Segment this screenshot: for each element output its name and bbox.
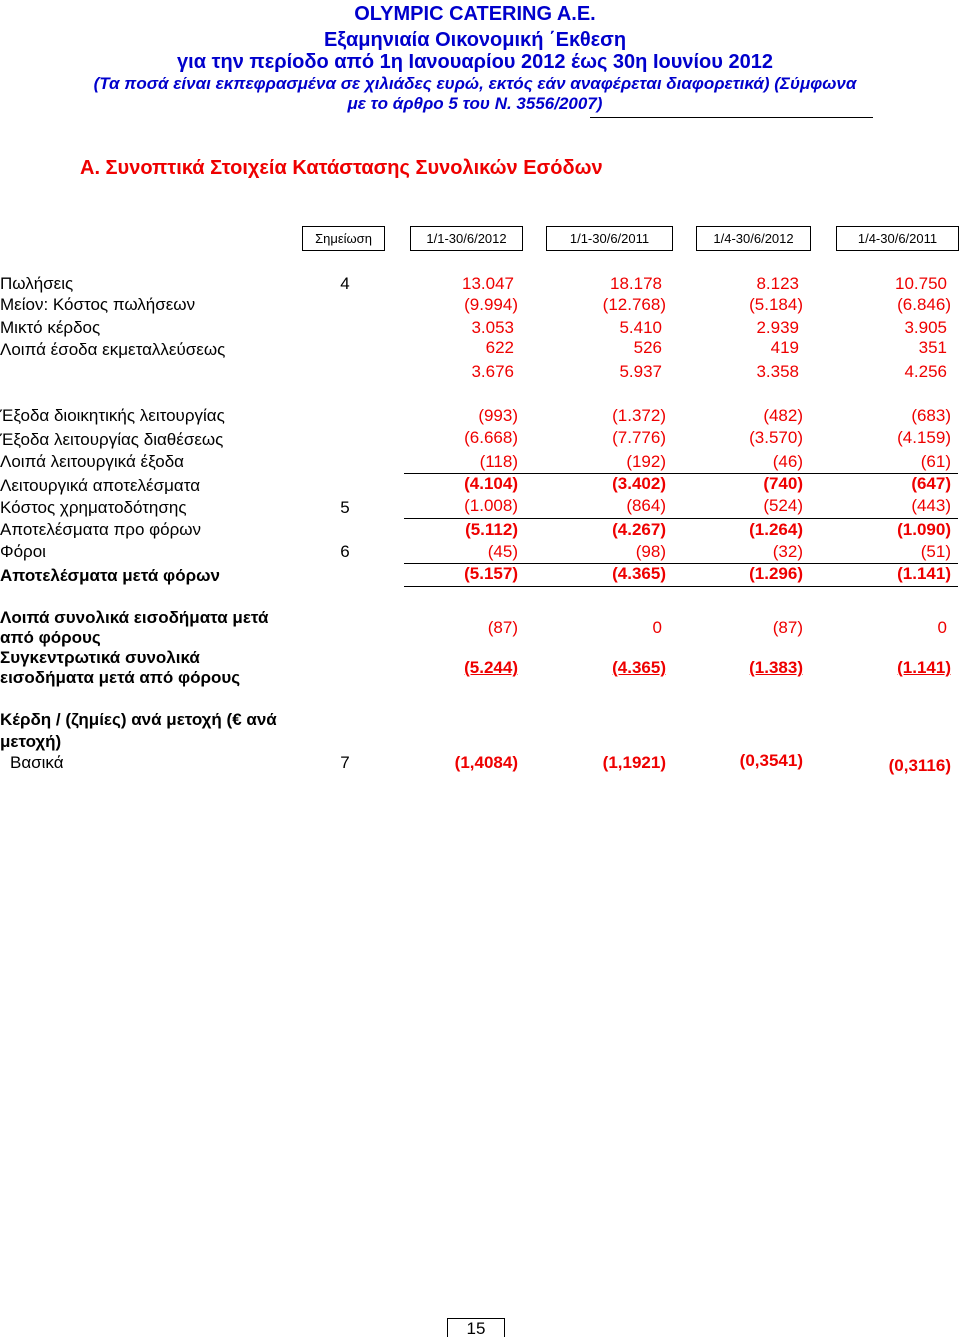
row-value: 3.053 — [471, 318, 514, 337]
row-value: (683) — [911, 406, 951, 425]
row-value: (4.104) — [464, 474, 518, 493]
row-value: 351 — [918, 338, 947, 357]
row-value: (45) — [487, 542, 518, 561]
row-value: (118) — [479, 452, 518, 471]
company-name: OLYMPIC CATERING A.E. — [354, 3, 596, 25]
column-header-period: 1/1-30/6/2012 — [410, 226, 523, 251]
amounts-note-line1: (Τα ποσά είναι εκπεφρασμένα σε χιλιάδες ευρώ, εκτός εάν αναφέρεται διαφορετικά) (Σύμφωνα — [93, 74, 857, 93]
row-value: (192) — [626, 452, 666, 471]
row-divider — [404, 586, 958, 587]
row-label: Κόστος χρηματοδότησης — [0, 498, 187, 517]
section-title: Α. Συνοπτικά Στοιχεία Κατάστασης Συνολικών Εσόδων — [80, 157, 603, 179]
row-value: (740) — [763, 474, 803, 493]
table-row — [0, 452, 960, 472]
row-label: Φόροι — [0, 542, 46, 561]
row-label-continuation: από φόρους — [0, 628, 101, 647]
row-value: (1.296) — [749, 564, 803, 583]
row-value: (51) — [920, 542, 951, 561]
row-value: (4.159) — [897, 428, 951, 447]
column-header-period: 1/1-30/6/2011 — [546, 226, 673, 251]
row-value: (1,4084) — [454, 753, 518, 772]
column-header-period: 1/4-30/6/2012 — [696, 226, 811, 251]
table-row — [0, 566, 960, 586]
row-value: (1.141) — [897, 658, 951, 677]
row-value: (9.994) — [464, 295, 518, 314]
row-value: (1.264) — [749, 520, 803, 539]
row-label: Έξοδα διοικητικής λειτουργίας — [0, 406, 225, 425]
row-value: (4.365) — [612, 564, 666, 583]
table-row — [0, 430, 960, 450]
row-value: (0,3541) — [739, 751, 803, 770]
row-value: (6.846) — [897, 295, 951, 314]
table-row — [0, 608, 960, 647]
row-value: (5.112) — [465, 520, 518, 539]
row-value: (7.776) — [612, 428, 666, 447]
table-row — [0, 295, 960, 315]
row-value: (864) — [626, 496, 666, 515]
row-value: (87) — [772, 618, 803, 637]
table-row — [0, 520, 960, 540]
row-value: (12.768) — [602, 295, 666, 314]
row-value: 419 — [770, 338, 799, 357]
row-value: 3.676 — [471, 362, 514, 381]
row-label: Λειτουργικά αποτελέσματα — [0, 476, 201, 495]
row-divider — [404, 518, 958, 519]
row-value: 5.410 — [619, 318, 662, 337]
row-value: (524) — [763, 496, 803, 515]
row-note: 6 — [340, 542, 350, 561]
table-row — [0, 648, 960, 687]
table-row — [0, 753, 960, 773]
row-label: Μείον: Κόστος πωλήσεων — [0, 295, 196, 314]
row-value: (87) — [487, 618, 518, 637]
row-value: (0,3116) — [888, 756, 951, 775]
row-value: (4.267) — [612, 520, 666, 539]
table-row — [0, 476, 960, 496]
row-value: 8.123 — [756, 274, 799, 293]
table-row — [0, 498, 960, 518]
row-value: (1.141) — [897, 564, 951, 583]
row-value: 3.358 — [756, 362, 799, 381]
row-value: 4.256 — [904, 362, 947, 381]
row-value: (1.383) — [749, 658, 803, 677]
row-value: (98) — [635, 542, 666, 561]
row-value: (443) — [911, 496, 951, 515]
table-row — [0, 362, 960, 382]
header-rule — [590, 117, 873, 118]
table-row — [0, 274, 960, 294]
row-label: Αποτελέσματα προ φόρων — [0, 520, 202, 539]
row-value: (5.157) — [464, 564, 518, 583]
row-value: (5.244) — [464, 658, 518, 677]
row-value: (61) — [920, 452, 951, 471]
column-header-period: 1/4-30/6/2011 — [836, 226, 959, 251]
row-value: 0 — [937, 618, 947, 637]
row-label: Πωλήσεις — [0, 274, 74, 293]
row-label: Λοιπά λειτουργικά έξοδα — [0, 452, 184, 471]
row-value: (32) — [772, 542, 803, 561]
row-label: Αποτελέσματα μετά φόρων — [0, 566, 220, 585]
row-value: 13.047 — [462, 274, 514, 293]
row-note: 7 — [340, 753, 350, 772]
table-row — [0, 542, 960, 562]
row-value: (1.090) — [897, 520, 951, 539]
table-row — [0, 318, 960, 338]
page-number: 15 — [447, 1318, 505, 1337]
row-label: Λοιπά συνολικά εισοδήματα μετά — [0, 608, 269, 627]
row-label: Λοιπά έσοδα εκμεταλλεύσεως — [0, 340, 226, 359]
row-value: 5.937 — [619, 362, 662, 381]
row-label-continuation: μετοχή) — [0, 732, 62, 751]
row-value: (6.668) — [464, 428, 518, 447]
row-label-continuation: εισοδήματα μετά από φόρους — [0, 668, 241, 687]
report-title: Εξαμηνιαία Οικονομική ΄Εκθεση — [323, 29, 627, 51]
table-row — [0, 710, 960, 751]
row-note: 5 — [340, 498, 350, 517]
row-value: 10.750 — [895, 274, 947, 293]
row-label: Βασικά — [10, 753, 64, 772]
row-value: (3.402) — [612, 474, 666, 493]
row-value: (482) — [763, 406, 803, 425]
row-value: 3.905 — [904, 318, 947, 337]
row-label: Μικτό κέρδος — [0, 318, 101, 337]
report-period: για την περίοδο από 1η Ιανουαρίου 2012 έως 30η Ιουνίου 2012 — [177, 51, 773, 73]
row-label: Συγκεντρωτικά συνολικά — [0, 648, 200, 667]
row-value: 18.178 — [610, 274, 662, 293]
row-value: (46) — [772, 452, 803, 471]
row-value: (4.365) — [612, 658, 666, 677]
row-value: (1.008) — [464, 496, 518, 515]
row-value: 0 — [652, 618, 662, 637]
row-value: (5.184) — [749, 295, 803, 314]
table-row — [0, 406, 960, 426]
row-value: (3.570) — [749, 428, 803, 447]
row-value: (1.372) — [612, 406, 666, 425]
table-row — [0, 340, 960, 360]
row-value: (647) — [911, 474, 951, 493]
row-value: (993) — [478, 406, 518, 425]
row-value: (1,1921) — [602, 753, 666, 772]
row-value: 526 — [633, 338, 662, 357]
row-value: 622 — [485, 338, 514, 357]
row-label: Έξοδα λειτουργίας διαθέσεως — [0, 430, 224, 449]
amounts-note-line2: με το άρθρο 5 του Ν. 3556/2007) — [347, 94, 603, 113]
row-note: 4 — [340, 274, 350, 293]
row-value: 2.939 — [756, 318, 799, 337]
column-header-note: Σημείωση — [302, 226, 385, 251]
row-label: Κέρδη / (ζημίες) ανά μετοχή (€ ανά — [0, 710, 277, 729]
